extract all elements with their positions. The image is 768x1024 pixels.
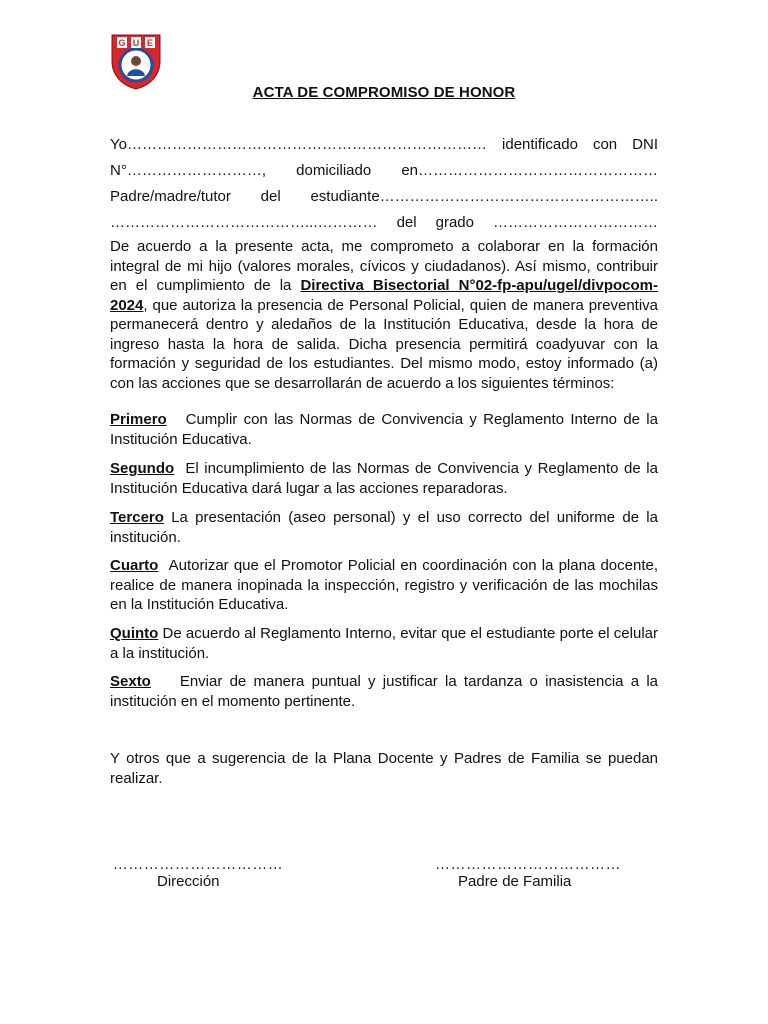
- term-label: Tercero: [110, 509, 164, 526]
- intro-text-part1: De acuerdo a la presente acta, me comprometo a colaborar en la formación integral de mi hijo (valores morales, cívicos y ciudadanos). Así mismo, contribuir en el cumplimiento de la: [110, 238, 658, 294]
- term-primero: [110, 410, 658, 449]
- term-text: Enviar de manera puntual y justificar la tardanza o inasistencia a la institución en el momento pertinente.: [110, 673, 658, 710]
- fill-guardian-label: Padre/madre/tutor: [110, 188, 231, 205]
- fill-dni-label: identificado con DNI: [502, 136, 658, 153]
- signature-padre: [428, 856, 628, 890]
- term-quinto: [110, 624, 658, 663]
- term-text: La presentación (aseo personal) y el uso correcto del uniforme de la institución.: [110, 509, 658, 546]
- term-text: Autorizar que el Promotor Policial en coordinación con la plana docente, realice de manera inopinada la inspección, registro y verificación de las mochilas en la Institución Educativa.: [110, 557, 658, 613]
- fill-line-dni: [110, 158, 658, 184]
- logo-letter-e: E: [146, 38, 154, 48]
- fill-domicile-blank: en…………………………………………: [401, 162, 658, 179]
- intro-paragraph: [110, 237, 658, 393]
- term-segundo: [110, 459, 658, 498]
- term-cuarto: [110, 556, 658, 615]
- term-text: El incumplimiento de las Normas de Convivencia y Reglamento de la Institución Educativa dará lugar a las acciones reparadoras.: [110, 460, 658, 497]
- signature-label-left: Dirección: [157, 873, 220, 890]
- fill-in-section: [110, 132, 658, 236]
- closing-paragraph: Y otros que a sugerencia de la Plana Docente y Padres de Familia se puedan realizar.: [110, 750, 658, 787]
- term-label: Quinto: [110, 625, 159, 642]
- signature-label-right: Padre de Familia: [458, 873, 572, 890]
- fill-student-name-blank: …………………………………...…………: [110, 214, 378, 231]
- fill-name-blank: Yo………………………………………………………………: [110, 136, 487, 153]
- term-label: Primero: [110, 411, 167, 428]
- signature-line-right: ………………………………: [435, 856, 621, 873]
- term-label: Sexto: [110, 673, 151, 690]
- directive-reference: Directiva Bisectorial N°02-fp-apu/ugel/divpocom-2024: [110, 277, 658, 314]
- term-text: Cumplir con las Normas de Convivencia y Reglamento Interno de la Institución Educativa.: [110, 411, 658, 448]
- signature-line-left: ……………………………: [112, 856, 284, 873]
- fill-line-grade: [110, 210, 658, 236]
- term-tercero: [110, 508, 658, 547]
- fill-domicile-label: domiciliado: [296, 162, 372, 179]
- logo-letter-g: G: [118, 38, 126, 48]
- term-label: Segundo: [110, 460, 175, 477]
- term-sexto: [110, 672, 658, 711]
- fill-grade-blank: del grado ……………………………: [396, 214, 658, 231]
- signature-direccion: [108, 856, 288, 890]
- term-label: Cuarto: [110, 557, 159, 574]
- term-text: De acuerdo al Reglamento Interno, evitar que el estudiante porte el celular a la institución.: [110, 625, 658, 662]
- fill-of-label: del: [260, 188, 281, 205]
- intro-text-part2: , que autoriza la presencia de Personal Policial, quien de manera preventiva permanecerá dentro y aledaños de la Institución Educativa, desde la hora de ingreso hasta la hora de salida. Dicha presencia permitirá coadyuvar con la formación y seguridad de los estudiantes. Del mismo modo, estoy informado (a) con las acciones que se desarrollarán de acuerdo a los siguientes términos:: [110, 296, 658, 392]
- fill-dni-blank: N°………………………,: [110, 162, 266, 179]
- fill-student-blank: estudiante………………………………………………..: [310, 188, 658, 205]
- logo-letter-u: U: [132, 38, 140, 48]
- fill-line-name: [110, 132, 658, 158]
- page-title: ACTA DE COMPROMISO DE HONOR: [252, 84, 516, 101]
- fill-line-guardian: [110, 184, 658, 210]
- school-crest-logo: [108, 31, 164, 91]
